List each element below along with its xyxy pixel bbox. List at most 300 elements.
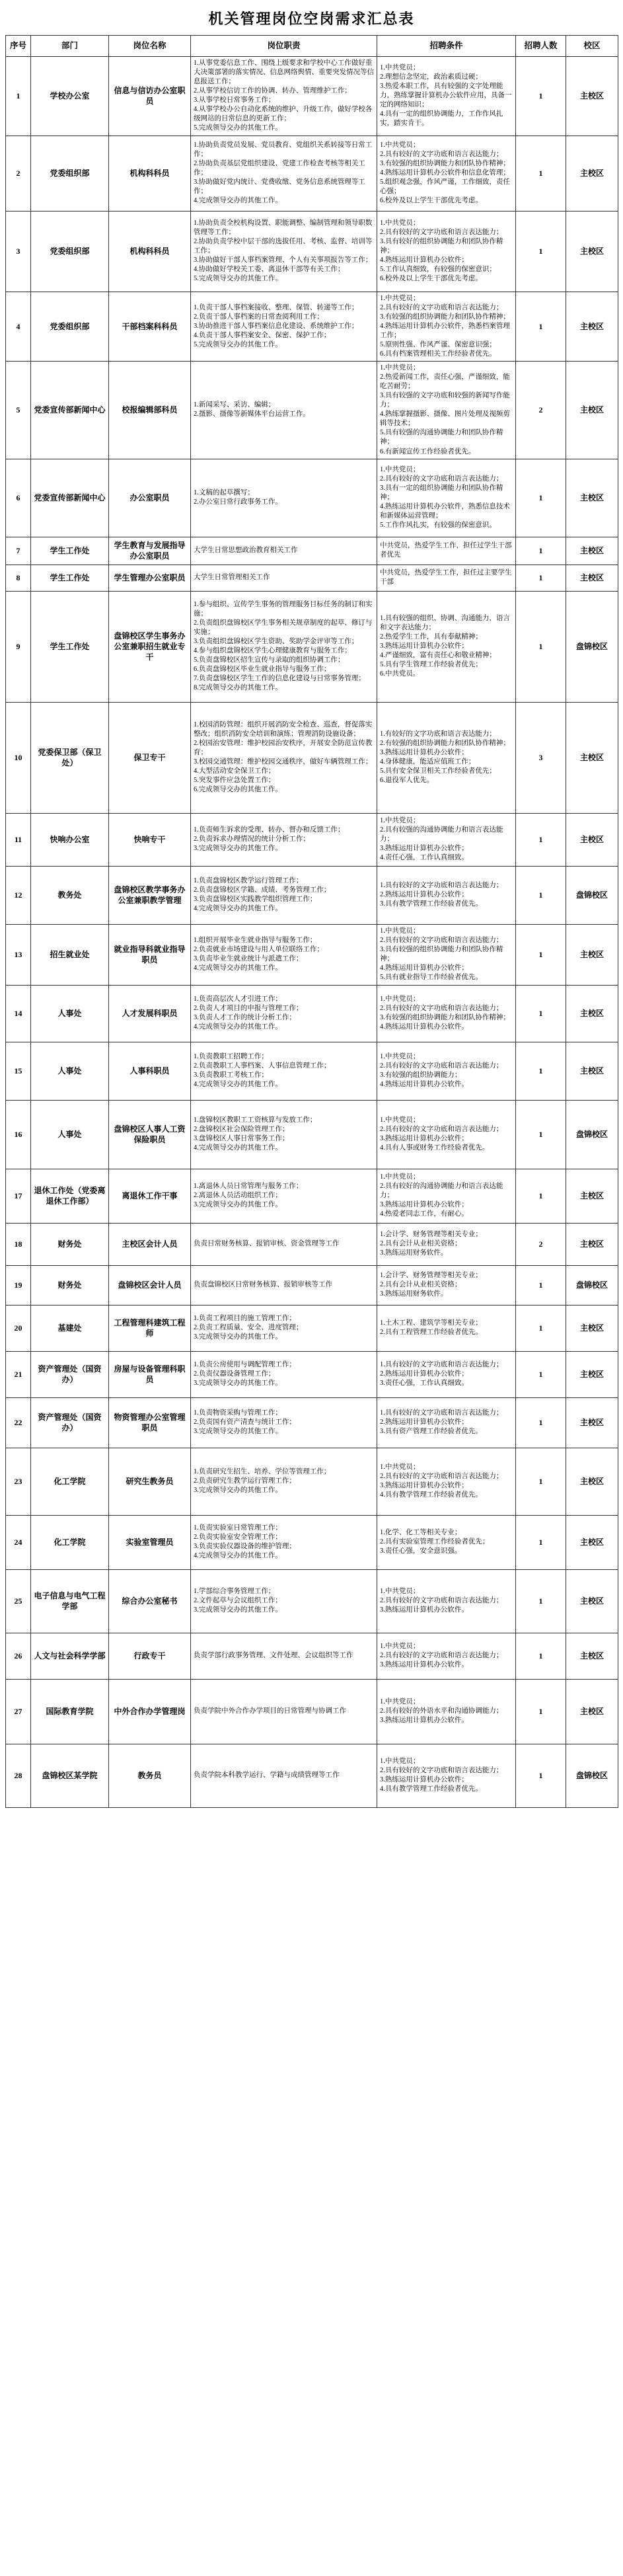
duty-line: 1.负责实验室日常管理工作； (194, 1524, 282, 1532)
row-dept: 人文与社会科学学部 (31, 1633, 109, 1679)
row-position: 就业指导科就业指导职员 (109, 924, 191, 985)
table-row (6, 1397, 618, 1448)
row-duties (191, 866, 377, 924)
row-requirements (377, 591, 516, 702)
row-campus: 主校区 (566, 1305, 618, 1351)
row-duties (191, 537, 377, 565)
row-count: 1 (516, 292, 566, 361)
header-no: 序号 (6, 36, 31, 57)
requirement-line: 6.中共党员。 (380, 670, 420, 678)
row-campus: 主校区 (566, 292, 618, 361)
row-campus: 主校区 (566, 813, 618, 866)
duty-line: 4.参与组织盘锦校区学生心理健康教育与服务工作； (194, 647, 351, 655)
duty-line: 2.负责就业市场建设与用人单位联络工作； (194, 946, 324, 953)
row-requirements (377, 211, 516, 292)
duty-line: 2.负责干部人事档案的日常查阅利用工作； (194, 313, 324, 321)
row-count: 1 (516, 1744, 566, 1807)
requirement-line: 5.工作认真细致，有较强的保密意识； (380, 266, 496, 274)
duty-line: 3.协助推进干部人事档案信息化建设、系统维护工作； (194, 322, 359, 330)
requirement-line: 1.有较好的文字功底和语言表达能力； (380, 730, 496, 738)
row-no: 20 (6, 1305, 31, 1351)
duty-line: 1.学部综合事务管理工作； (194, 1587, 275, 1595)
duty-line: 4.从事学校办公自动化系统的维护、升级工作，做好学校各级网站的日常信息的更新工作； (194, 106, 373, 123)
requirement-line: 1.中共党员； (380, 1757, 420, 1765)
row-no: 26 (6, 1633, 31, 1679)
table-row (6, 1169, 618, 1223)
duty-line: 6.完成领导交办的其他工作。 (194, 786, 282, 794)
row-requirements (377, 1351, 516, 1397)
header-position: 岗位名称 (109, 36, 191, 57)
duty-line: 4.完成领导交办的其他工作。 (194, 1144, 282, 1152)
table-row (6, 1305, 618, 1351)
requirement-line: 3.熟练运用计算机办公软件； (380, 1201, 468, 1209)
row-count: 1 (516, 1679, 566, 1744)
row-requirements (377, 1305, 516, 1351)
row-position: 机构科科员 (109, 211, 191, 292)
table-row (6, 924, 618, 985)
row-position: 校报编辑部科员 (109, 361, 191, 459)
row-dept: 电子信息与电气工程学部 (31, 1569, 109, 1633)
row-dept: 学校办公室 (31, 57, 109, 136)
row-requirements (377, 136, 516, 211)
requirement-line: 3.具有教学管理工作经验者优先。 (380, 900, 482, 908)
requirement-line: 1.中共党员； (380, 294, 420, 302)
table-row (6, 813, 618, 866)
row-dept: 国际教育学院 (31, 1679, 109, 1744)
row-no: 3 (6, 211, 31, 292)
row-dept: 党委宣传部新闻中心 (31, 361, 109, 459)
requirement-line: 2.热爱新闻工作，责任心强，严谨细致，能吃苦耐劳； (380, 373, 510, 391)
requirement-line: 2.具有较好的文字功底和语言表达能力； (380, 303, 503, 311)
row-dept: 人事处 (31, 1042, 109, 1100)
requirement-line: 中共党员，热爱学生工作，担任过学生干部者优先 (380, 542, 512, 559)
requirement-line: 3.熟练运用计算机办公软件； (380, 1776, 468, 1784)
duty-line: 1.负责干部人事档案接收、整理、保管、转递等工作； (194, 303, 359, 311)
requirement-line: 3.熟练运用计算机办公软件； (380, 643, 468, 650)
row-requirements (377, 1265, 516, 1305)
requirement-line: 1.中共党员； (380, 1642, 420, 1650)
duty-line: 2.负责组织盘锦校区学生事务相关规章制度的起草、修订与实施； (194, 619, 373, 636)
row-requirements (377, 813, 516, 866)
row-duties (191, 1448, 377, 1515)
row-duties (191, 211, 377, 292)
row-duties (191, 1223, 377, 1265)
row-position: 快响专干 (109, 813, 191, 866)
row-requirements (377, 1515, 516, 1569)
row-no: 18 (6, 1223, 31, 1265)
requirement-line: 5.具有学生管理工作经验者优先； (380, 661, 482, 669)
row-position: 实验室管理员 (109, 1515, 191, 1569)
requirement-line: 1.中共党员； (380, 1116, 420, 1124)
table-row (6, 211, 618, 292)
requirement-line: 4.熟练运用计算机办公软件，熟悉档案管理工作； (380, 322, 510, 339)
row-no: 17 (6, 1169, 31, 1223)
row-campus: 主校区 (566, 136, 618, 211)
duty-line: 4.完成领导交办的其他工作。 (194, 1081, 282, 1089)
row-duties (191, 57, 377, 136)
row-count: 1 (516, 1448, 566, 1515)
duty-line: 大学生日常思想政治教育相关工作 (194, 547, 298, 555)
row-requirements (377, 924, 516, 985)
row-count: 1 (516, 537, 566, 565)
duty-line: 3.负责实验仪器设备的维护管理； (194, 1543, 296, 1551)
row-requirements (377, 1679, 516, 1744)
duty-line: 1.负责师生诉求的受理、转办、督办和反馈工作； (194, 826, 345, 834)
row-position: 学生教育与发展指导办公室职员 (109, 537, 191, 565)
duty-line: 1.负责工程项目的施工管理工作； (194, 1314, 296, 1322)
requirement-line: 6.退役军人优先。 (380, 777, 434, 785)
row-no: 14 (6, 985, 31, 1042)
row-count: 1 (516, 1351, 566, 1397)
row-campus: 主校区 (566, 1042, 618, 1100)
row-requirements (377, 1569, 516, 1633)
row-requirements (377, 1042, 516, 1100)
duty-line: 1.盘锦校区教职工工资核算与发放工作； (194, 1116, 317, 1124)
header-campus: 校区 (566, 36, 618, 57)
row-count: 1 (516, 1633, 566, 1679)
row-position: 研究生教务员 (109, 1448, 191, 1515)
table-row (6, 591, 618, 702)
row-dept: 资产管理处（国资办） (31, 1351, 109, 1397)
row-requirements (377, 1100, 516, 1169)
row-position: 办公室职员 (109, 459, 191, 537)
duty-line: 1.新闻采写、采访、编辑； (194, 401, 275, 409)
row-count: 1 (516, 1305, 566, 1351)
duty-line: 4.完成领导交办的其他工作。 (194, 1023, 282, 1031)
requirement-line: 2.具有较好的文字功底和语言表达能力； (380, 1652, 503, 1660)
row-no: 7 (6, 537, 31, 565)
duty-line: 3.完成领导交办的其他工作。 (194, 1333, 282, 1341)
requirement-line: 4.责任心强，工作认真细致。 (380, 854, 468, 862)
row-position: 信息与信访办公室职员 (109, 57, 191, 136)
requirement-line: 1.具有较好的文字功底和语言表达能力； (380, 1409, 503, 1417)
row-requirements (377, 702, 516, 813)
requirement-line: 3.熟练运用计算机办公软件； (380, 749, 468, 756)
duty-line: 4.完成领导交办的其他工作。 (194, 905, 282, 913)
requirement-line: 3.热爱本职工作，具有较强的文字处理能力，熟练掌握计算机办公软件应用，具备一定的网络知识； (380, 83, 512, 109)
requirement-line: 3.责任心强，工作认真细致。 (380, 1380, 468, 1387)
requirement-line: 3.熟练运用计算机办公软件； (380, 1482, 468, 1490)
row-campus: 盘锦校区 (566, 1100, 618, 1169)
duty-line: 3.完成领导交办的其他工作。 (194, 1380, 282, 1387)
table-row (6, 361, 618, 459)
row-duties (191, 1305, 377, 1351)
row-position: 人才发展科职员 (109, 985, 191, 1042)
duty-line: 1.校园消防管理：组织开展消防安全检查、巡查，督促落实整改；组织消防安全培训和演练；管理消防设施设备； (194, 721, 373, 738)
row-dept: 快响办公室 (31, 813, 109, 866)
table-row (6, 136, 618, 211)
row-dept: 财务处 (31, 1265, 109, 1305)
table-row (6, 292, 618, 361)
row-duties (191, 1515, 377, 1569)
row-duties (191, 924, 377, 985)
table-row (6, 459, 618, 537)
requirement-line: 2.具有较好的文字功底和语言表达能力； (380, 1062, 503, 1070)
row-duties (191, 1569, 377, 1633)
table-row (6, 1223, 618, 1265)
requirement-line: 1.中共党员； (380, 1052, 420, 1060)
row-no: 13 (6, 924, 31, 985)
row-position: 物资管理办公室管理职员 (109, 1397, 191, 1448)
row-duties (191, 1633, 377, 1679)
row-no: 8 (6, 565, 31, 591)
row-count: 1 (516, 813, 566, 866)
requirement-line: 4.熟练掌握摄影、摄像、图片处理及视频剪辑等技术； (380, 410, 510, 428)
row-campus: 主校区 (566, 1397, 618, 1448)
row-dept: 学生工作处 (31, 537, 109, 565)
requirement-line: 1.具有较强的组织、协调、沟通能力，语言和文字表达能力； (380, 614, 510, 631)
requirement-line: 2.具有较好的沟通协调能力和语言表达能力； (380, 1182, 503, 1200)
duty-line: 1.负责研究生招生、培养、学位等管理工作； (194, 1467, 331, 1475)
requirement-line: 4.熟练运用计算机办公软件。 (380, 1081, 468, 1089)
duty-line: 4.协助做好学校关工委、离退休干部等有关工作； (194, 266, 345, 274)
duty-line: 7.负责盘锦校区学生工作的信息化建设与日常事务管理； (194, 675, 365, 683)
row-duties (191, 565, 377, 591)
row-count: 1 (516, 459, 566, 537)
duty-line: 5.完成领导交办的其他工作。 (194, 275, 282, 283)
row-campus: 主校区 (566, 537, 618, 565)
row-no: 28 (6, 1744, 31, 1807)
row-campus: 主校区 (566, 211, 618, 292)
row-count: 1 (516, 57, 566, 136)
row-duties (191, 1679, 377, 1744)
row-duties (191, 292, 377, 361)
row-count: 1 (516, 1042, 566, 1100)
requirement-line: 4.具有教学管理工作经验者优先。 (380, 1785, 482, 1793)
row-campus: 盘锦校区 (566, 866, 618, 924)
duty-line: 负责日常财务核算、报销审核、资金管理等工作 (194, 1240, 340, 1248)
table-row (6, 1679, 618, 1744)
table-row (6, 537, 618, 565)
row-no: 10 (6, 702, 31, 813)
page-title: 机关管理岗位空岗需求汇总表 (208, 11, 415, 27)
row-campus: 主校区 (566, 57, 618, 136)
row-position: 综合办公室秘书 (109, 1569, 191, 1633)
row-count: 2 (516, 361, 566, 459)
duty-line: 负责学院本科教学运行、学籍与成绩管理等工作 (194, 1772, 340, 1779)
requirement-line: 1.中共党员； (380, 1698, 420, 1705)
duty-line: 负责盘锦校区日常财务核算、报销审核等工作 (194, 1281, 332, 1289)
duty-line: 5.完成领导交办的其他工作。 (194, 340, 282, 348)
requirement-line: 4.熟练运用计算机办公软件； (380, 256, 468, 264)
row-dept: 化工学院 (31, 1448, 109, 1515)
requirement-line: 2.具有较强的沟通协调能力和语言表达能力； (380, 826, 503, 843)
duty-line: 8.完成领导交办的其他工作。 (194, 684, 282, 692)
row-count: 1 (516, 1100, 566, 1169)
row-count: 1 (516, 211, 566, 292)
table-row (6, 1633, 618, 1679)
duty-line: 3.负责盘锦校区实践教学组织管理工作； (194, 896, 317, 904)
row-count: 1 (516, 1397, 566, 1448)
duty-line: 5.负责盘锦校区招生宣传与录取的组织协调工作； (194, 656, 345, 664)
row-requirements (377, 1397, 516, 1448)
requirement-line: 3.熟练运用财务软件。 (380, 1249, 448, 1257)
requirement-line: 3.有较强的组织协调能力和团队协作精神； (380, 159, 510, 167)
row-requirements (377, 565, 516, 591)
requirement-line: 5.具有较强的沟通协调能力和团队协作精神； (380, 429, 503, 446)
requirement-line: 3.具有较好的组织协调能力和团队协作精神； (380, 237, 503, 254)
requirement-line: 2.具有较好的文字功底和语言表达能力； (380, 150, 503, 158)
duty-line: 4.负责干部人事档案安全、保密、保护工作； (194, 331, 331, 339)
row-duties (191, 459, 377, 537)
row-requirements (377, 985, 516, 1042)
row-position: 保卫专干 (109, 702, 191, 813)
row-requirements (377, 459, 516, 537)
row-dept: 党委宣传部新闻中心 (31, 459, 109, 537)
table-row (6, 1569, 618, 1633)
requirement-line: 2.具有较好的文字功底和语言表达能力； (380, 1005, 503, 1012)
duty-line: 3.完成领导交办的其他工作。 (194, 1428, 282, 1436)
requirement-line: 3.有较强的组织协调能力和团队协作精神； (380, 313, 510, 321)
requirement-line: 1.中共党员； (380, 465, 420, 473)
row-count: 1 (516, 565, 566, 591)
row-duties (191, 813, 377, 866)
requirement-line: 1.具有较好的文字功底和语言表达能力； (380, 1360, 503, 1368)
duty-line: 3.负责人才工作的统计分析工作； (194, 1014, 296, 1022)
row-duties (191, 1744, 377, 1807)
row-requirements (377, 57, 516, 136)
row-duties (191, 361, 377, 459)
row-position: 人事科职员 (109, 1042, 191, 1100)
duty-line: 2.协助负责学校中层干部的选拔任用、考核、监督、培训等工作； (194, 237, 373, 254)
row-dept: 盘锦校区某学院 (31, 1744, 109, 1807)
requirement-line: 4.熟练运用计算机办公软件和信息化管理； (380, 169, 510, 176)
row-no: 1 (6, 57, 31, 136)
requirement-line: 3.熟练运用计算机办公软件； (380, 845, 468, 853)
row-dept: 学生工作处 (31, 591, 109, 702)
row-no: 5 (6, 361, 31, 459)
row-dept: 财务处 (31, 1223, 109, 1265)
requirement-line: 2.具有会计从业相关资格； (380, 1281, 462, 1289)
duty-line: 1.离退休人员日常管理与服务工作； (194, 1182, 303, 1190)
duty-line: 2.协助负责基层党组织建设、党建工作检查考核等相关工作； (194, 159, 365, 176)
row-no: 24 (6, 1515, 31, 1569)
requirement-line: 2.熟练运用计算机办公软件； (380, 891, 468, 899)
row-count: 3 (516, 702, 566, 813)
row-position: 教务员 (109, 1744, 191, 1807)
requirement-line: 5.组织观念强，作风严谨，工作细致，责任心强； (380, 178, 510, 196)
table-header-row (6, 36, 618, 57)
row-dept: 人事处 (31, 985, 109, 1042)
duty-line: 1.从事党委信息工作、围绕上级要求和学校中心工作做好重大决策部署的落实情况、信息网络舆情、重要突发情况等信息报送工作； (194, 59, 374, 86)
row-no: 21 (6, 1351, 31, 1397)
row-dept: 党委组织部 (31, 211, 109, 292)
requirement-line: 2.具有较好的文字功底和语言表达能力； (380, 475, 503, 483)
duty-line: 大学生日常管理相关工作 (194, 574, 270, 582)
requirement-line: 4.熟练运用计算机办公软件。 (380, 1023, 468, 1031)
row-campus: 主校区 (566, 1569, 618, 1633)
row-duties (191, 1100, 377, 1169)
requirement-line: 4.身体健康，能适应值班工作； (380, 758, 476, 766)
row-no: 19 (6, 1265, 31, 1305)
row-dept: 教务处 (31, 866, 109, 924)
requirement-line: 5.具有安全保卫相关工作经验者优先； (380, 767, 496, 775)
duty-line: 3.协助做好干部人事档案管理、个人有关事项报告等工作； (194, 256, 373, 264)
row-dept: 党委保卫部（保卫处） (31, 702, 109, 813)
row-position: 房屋与设备管理科职员 (109, 1351, 191, 1397)
row-no: 6 (6, 459, 31, 537)
row-campus: 主校区 (566, 1169, 618, 1223)
duty-line: 5.突发事件应急处置工作； (194, 777, 275, 785)
row-campus: 主校区 (566, 702, 618, 813)
duty-line: 2.摄影、摄像等新媒体平台运营工作。 (194, 410, 310, 418)
recruitment-table (5, 35, 618, 1808)
row-campus: 主校区 (566, 565, 618, 591)
table-row (6, 1100, 618, 1169)
table-row (6, 1351, 618, 1397)
requirement-line: 3.具有一定的组织协调能力和团队协作精神； (380, 484, 503, 502)
row-duties (191, 136, 377, 211)
duty-line: 2.盘锦校区社会保险管理工作； (194, 1126, 289, 1133)
duty-line: 3.协助做好党内统计、党费收缴、党务信息系统管理等工作； (194, 178, 365, 196)
requirement-line: 6.具有档案管理相关工作经验者优先。 (380, 350, 496, 358)
row-no: 12 (6, 866, 31, 924)
table-row (6, 57, 618, 136)
row-dept: 招生就业处 (31, 924, 109, 985)
row-no: 22 (6, 1397, 31, 1448)
requirement-line: 2.具有较好的文字功底和语言表达能力； (380, 1597, 503, 1605)
row-no: 27 (6, 1679, 31, 1744)
requirement-line: 2.熟练运用计算机办公软件； (380, 1419, 468, 1426)
duty-line: 3.校园交通管理：维护校园交通秩序，做好车辆管理工作； (194, 758, 373, 766)
requirement-line: 6.有新闻宣传工作经验者优先。 (380, 448, 476, 455)
row-position: 中外合作办学管理岗 (109, 1679, 191, 1744)
row-requirements (377, 292, 516, 361)
row-count: 1 (516, 866, 566, 924)
row-position: 机构科科员 (109, 136, 191, 211)
requirement-line: 2.具有较好的文字功底和语言表达能力； (380, 1473, 503, 1480)
table-row (6, 1265, 618, 1305)
requirement-line: 3.有较强的组织协调能力和团队协作精神； (380, 1014, 510, 1022)
requirement-line: 2.热爱学生工作，具有奉献精神； (380, 633, 482, 641)
row-dept: 化工学院 (31, 1515, 109, 1569)
requirement-line: 3.熟练运用计算机办公软件。 (380, 1717, 468, 1725)
row-count: 1 (516, 1515, 566, 1569)
row-campus: 主校区 (566, 1633, 618, 1679)
requirement-line: 1.中共党员； (380, 219, 420, 227)
table-row (6, 1448, 618, 1515)
requirement-line: 3.熟练运用计算机办公软件。 (380, 1661, 468, 1669)
requirement-line: 1.中共党员； (380, 364, 420, 371)
row-position: 干部档案科科员 (109, 292, 191, 361)
row-position: 盘锦校区学生事务办公室兼职招生就业专干 (109, 591, 191, 702)
row-no: 2 (6, 136, 31, 211)
row-position: 主校区会计人员 (109, 1223, 191, 1265)
duty-line: 3.负责组织盘锦校区学生资助、奖助学金评审等工作； (194, 638, 359, 645)
requirement-line: 1.土木工程、建筑学等相关专业； (380, 1319, 482, 1327)
row-count: 1 (516, 1265, 566, 1305)
row-dept: 退休工作处（党委离退休工作部） (31, 1169, 109, 1223)
row-duties (191, 985, 377, 1042)
requirement-line: 3.熟练运用计算机办公软件。 (380, 1606, 468, 1614)
requirement-line: 5.具有就业指导工作经验者优先。 (380, 974, 482, 982)
row-count: 1 (516, 591, 566, 702)
requirement-line: 2.具有较好的文字功底和语言表达能力； (380, 1126, 503, 1133)
row-position: 盘锦校区教学事务办公室兼职教学管理 (109, 866, 191, 924)
row-duties (191, 1042, 377, 1100)
duty-line: 3.负责毕业生就业统计与派遣工作； (194, 955, 303, 963)
requirement-line: 2.有较强的组织协调能力和团队协作精神； (380, 739, 510, 747)
duty-line: 3.完成领导交办的其他工作。 (194, 845, 282, 853)
row-count: 1 (516, 1569, 566, 1633)
duty-line: 1.负责教职工招聘工作； (194, 1052, 268, 1060)
requirement-line: 3.熟练运用财务软件。 (380, 1290, 448, 1298)
row-position: 学生管理办公室职员 (109, 565, 191, 591)
row-requirements (377, 1633, 516, 1679)
table-row (6, 1042, 618, 1100)
table-row (6, 1744, 618, 1807)
requirement-line: 2.具有较好的文字功底和语言表达能力； (380, 1767, 503, 1774)
